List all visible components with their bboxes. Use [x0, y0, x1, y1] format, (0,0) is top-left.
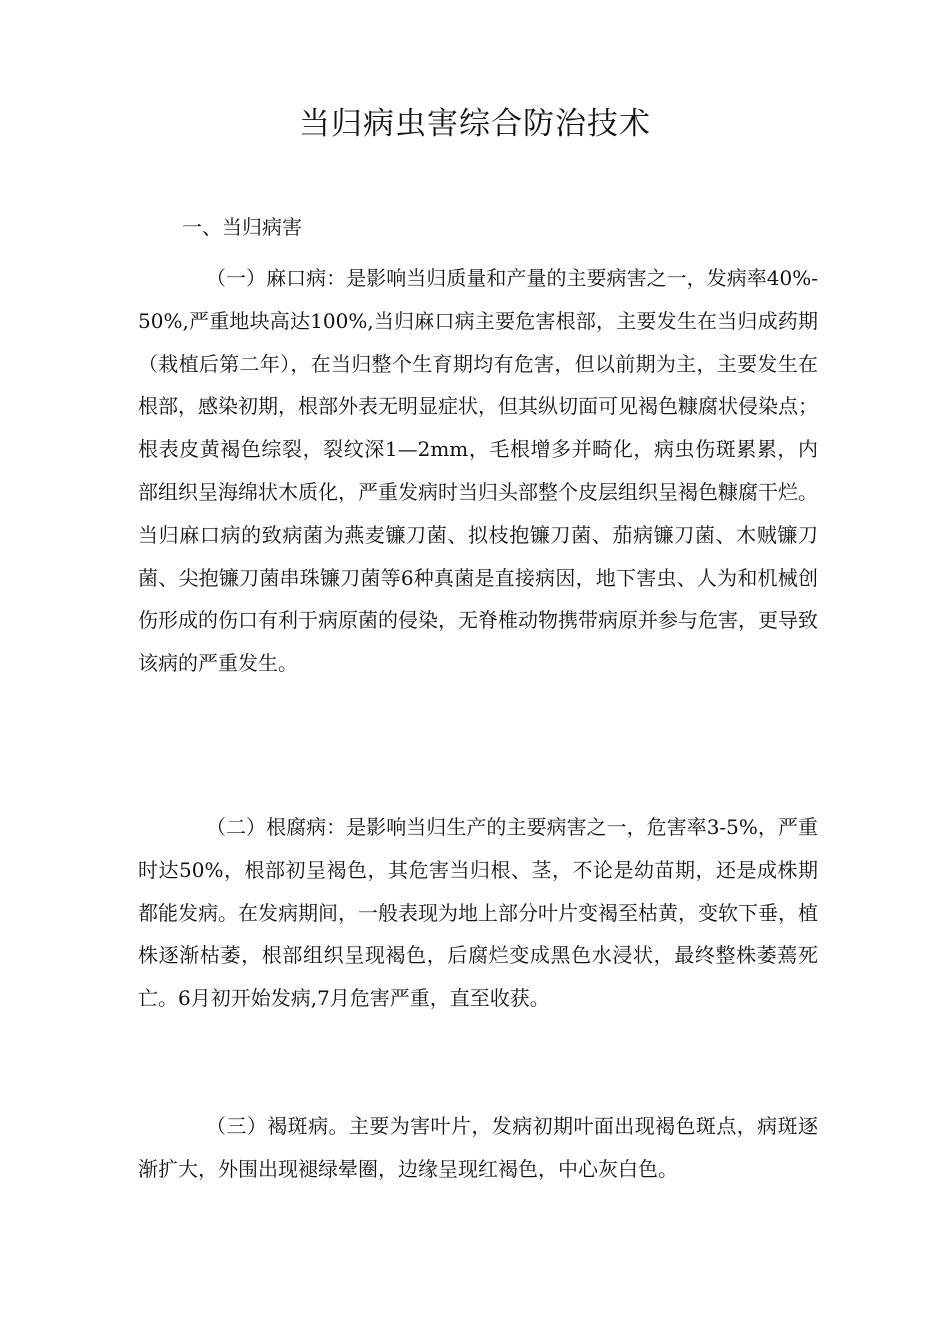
document-title: 当归病虫害综合防治技术	[299, 106, 651, 142]
section-heading-plant-diseases: 一、当归病害	[182, 215, 302, 239]
paragraph-brown-spot: （三）褐斑病。主要为害叶片，发病初期叶面出现褐色斑点，病斑逐渐扩大，外围出现褪绿晕圈，边缘呈现红褐色，中心灰白色。	[138, 1114, 818, 1181]
paragraph-ma-kou-disease: （一）麻口病：是影响当归质量和产量的主要病害之一，发病率40%-50%,严重地块高达100%,当归麻口病主要危害根部，主要发生在当归成药期（栽植后第二年），在当归整个生育期均有危害，但以前期为主，主要发生在根部，感染初期，根部外表无明显症状，但其纵切面可见褐色糠腐状侵染点；根表皮黄褐色综裂，裂纹深1—2mm，毛根增多并畸化，病虫伤斑累累，内部组织呈海绵状木质化，严重发病时当归头部整个皮层组织呈褐色糠腐干烂。当归麻口病的致病菌为燕麦镰刀菌、拟枝抱镰刀菌、茄病镰刀菌、木贼镰刀菌、尖抱镰刀菌串珠镰刀菌等6种真菌是直接病因，地下害虫、人为和机械创伤形成的伤口有利于病原菌的侵染，无脊椎动物携带病原并参与危害，更导致该病的严重发生。	[138, 266, 818, 676]
paragraph-root-rot: （二）根腐病：是影响当归生产的主要病害之一，危害率3-5%，严重时达50%，根部初呈褐色，其危害当归根、茎，不论是幼苗期，还是成株期都能发病。在发病期间，一般表现为地上部分叶片变褐至枯黄，变软下垂，植株逐渐枯萎，根部组织呈现褐色，后腐烂变成黑色水浸状，最终整株萎蔫死亡。6月初开始发病,7月危害严重，直至收获。	[138, 815, 818, 1011]
